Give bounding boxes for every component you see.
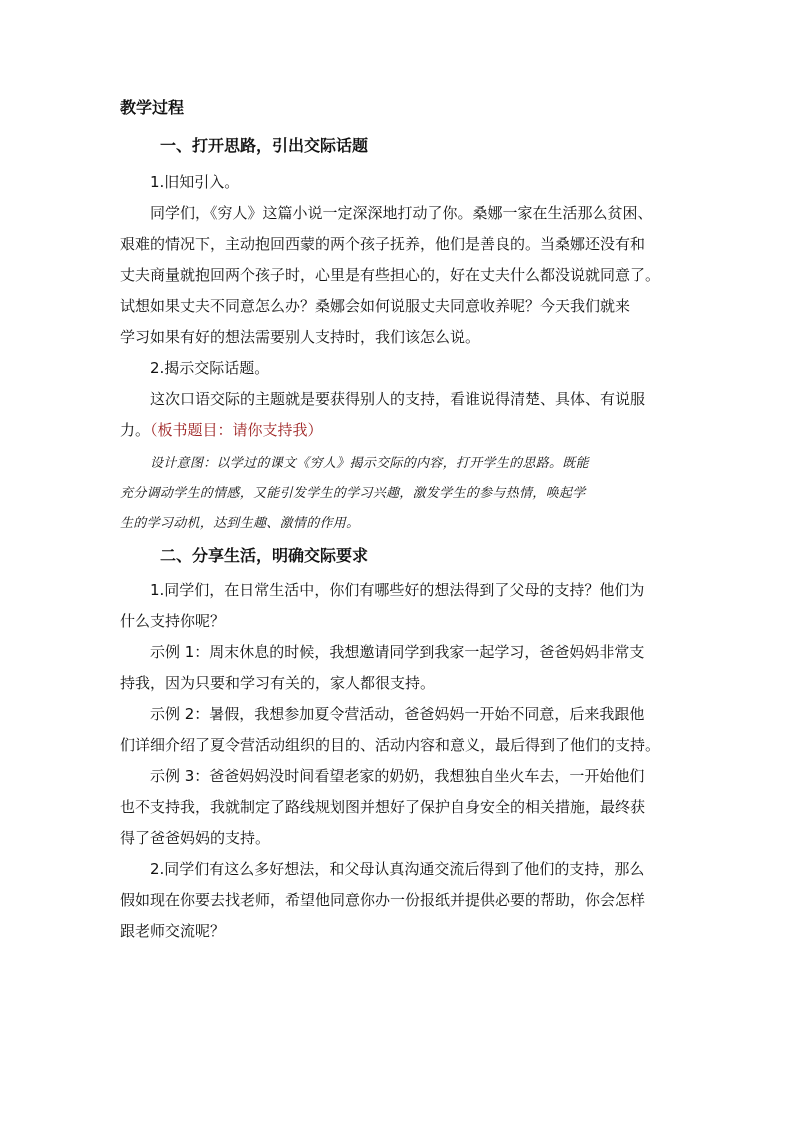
question1-line: 什么支持你呢？	[120, 612, 226, 630]
step2-label: 2.揭示交际话题。	[150, 359, 270, 377]
para1-line: 艰难的情况下，主动抱回西蒙的两个孩子抚养，他们是善良的。当桑娜还没有和	[120, 235, 646, 253]
para2-line2-text: 力。	[120, 421, 151, 439]
example1-line: 示例 1：周末休息的时候，我想邀请同学到我家一起学习，爸爸妈妈非常支	[150, 643, 645, 661]
section1-heading: 一、打开思路，引出交际话题	[160, 136, 369, 155]
question2-line: 跟老师交流呢？	[120, 922, 226, 940]
para1-line: 试想如果丈夫不同意怎么办？桑娜会如何说服丈夫同意收养呢？今天我们就来	[120, 297, 631, 315]
para1-line: 同学们，《穷人》这篇小说一定深深地打动了你。桑娜一家在生活那么贫困、	[150, 204, 653, 222]
section2-heading: 二、分享生活，明确交际要求	[160, 546, 369, 565]
question2-line: 2.同学们有这么多好想法，和父母认真沟通交流后得到了他们的支持，那么	[150, 860, 645, 878]
question2-line: 假如现在你要去找老师，希望他同意你办一份报纸并提供必要的帮助，你会怎样	[120, 891, 646, 909]
doc-title: 教学过程	[120, 98, 185, 117]
question1-line: 1.同学们，在日常生活中，你们有哪些好的想法得到了父母的支持？他们为	[150, 581, 645, 599]
board-note: （板书题目：请你支持我）	[150, 421, 323, 439]
example3-line: 也不支持我，我就制定了路线规划图并想好了保护自身安全的相关措施，最终获	[120, 798, 646, 816]
para2-line: 这次口语交际的主题就是要获得别人的支持，看谁说得清楚、具体、有说服	[150, 390, 646, 408]
step1-label: 1.旧知引入。	[150, 173, 240, 191]
para2-line-end	[120, 420, 680, 440]
para1-line: 丈夫商量就抱回两个孩子时，心里是有些担心的，好在丈夫什么都没说就同意了。	[120, 266, 661, 284]
para1-line: 学习如果有好的想法需要别人支持时，我们该怎么说。	[120, 328, 481, 346]
design-intent-line: 设计意图：以学过的课文《穷人》揭示交际的内容，打开学生的思路。既能	[150, 456, 589, 471]
example2-line: 示例 2：暑假，我想参加夏令营活动，爸爸妈妈一开始不同意，后来我跟他	[150, 705, 645, 723]
example3-line: 示例 3：爸爸妈妈没时间看望老家的奶奶，我想独自坐火车去，一开始他们	[150, 767, 645, 785]
example3-line: 得了爸爸妈妈的支持。	[120, 829, 271, 847]
design-intent-line: 生的学习动机，达到生趣、激情的作用。	[120, 516, 360, 531]
example2-line: 们详细介绍了夏令营活动组织的目的、活动内容和意义，最后得到了他们的支持。	[120, 736, 661, 754]
design-intent-line: 充分调动学生的情感，又能引发学生的学习兴趣，激发学生的参与热情，唤起学	[120, 486, 586, 501]
example1-line: 持我，因为只要和学习有关的，家人都很支持。	[120, 674, 436, 692]
